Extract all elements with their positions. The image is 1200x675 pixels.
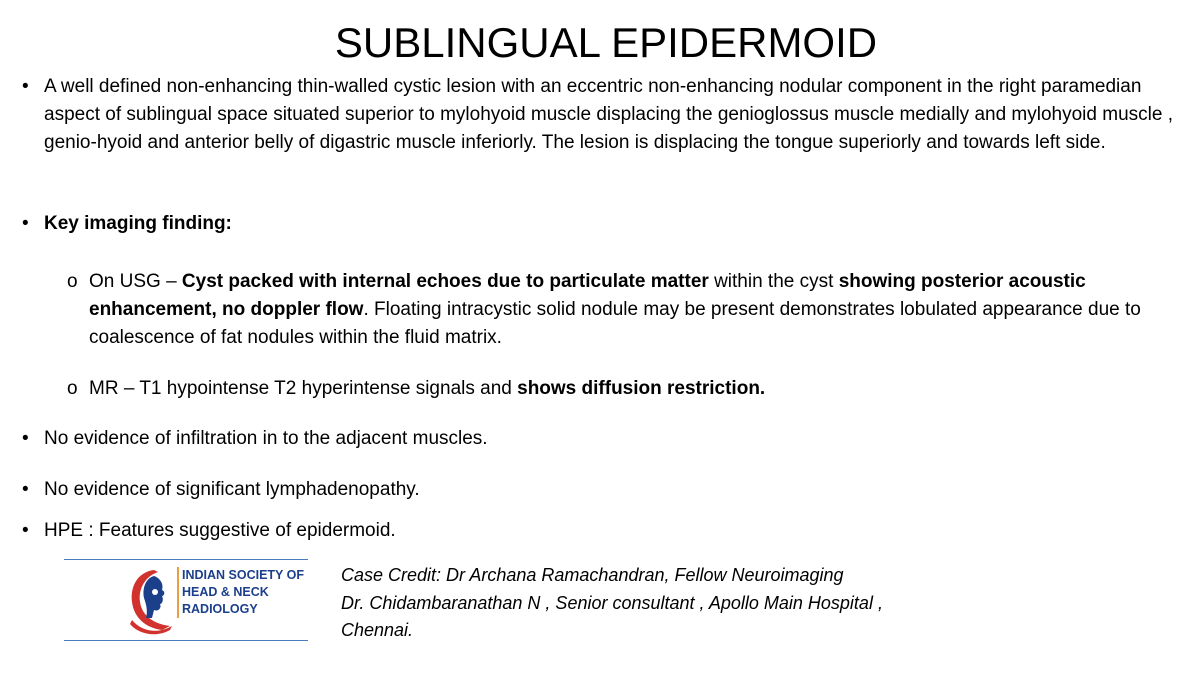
credit-line-2: Dr. Chidambaranathan N , Senior consultant , Apollo Main Hospital , [341,592,883,613]
bullet-glyph: • [22,520,29,541]
bullet-no-lymphadenopathy [22,476,1198,504]
credit-line-1: Case Credit: Dr Archana Ramachandran, Fellow Neuroimaging [341,565,844,585]
bullet-text: No evidence of significant lymphadenopathy. [44,479,420,500]
bullet-no-infiltration [22,425,1198,453]
logo-line-1: INDIAN SOCIETY OF [182,568,305,582]
logo-top-rule [64,559,308,560]
bullet-glyph: • [22,428,29,449]
bullet-text: No evidence of infiltration in to the adjacent muscles. [44,428,488,449]
bullet-text: HPE : Features suggestive of epidermoid. [44,520,396,541]
bullet-glyph: • [22,213,29,234]
slide-title: SUBLINGUAL EPIDERMOID [334,19,878,66]
logo-bottom-rule [64,640,308,641]
bullet-lesion-description [22,73,1198,157]
usg-mid: within the cyst [708,271,839,292]
bullet-text: Key imaging finding: [44,213,232,234]
sub-bullet-usg [67,268,1198,352]
case-credit [341,562,883,645]
head-profile-logo-icon [124,564,176,636]
sub-bullet-mr [67,375,1198,403]
logo-wordmark [177,567,304,618]
mr-finding-text [89,375,1198,403]
usg-prefix: On USG – [89,271,182,292]
bullet-text: A well defined non-enhancing thin-walled cystic lesion with an eccentric non-enhancing nodular component in the right paramedian aspect of sublingual space situated superior to mylohyoid muscle displacing the genioglossus muscle medially and mylohyoid muscle , genio-hyoid and anterior belly of digastric muscle inferiorly. The lesion is displacing the tongue superiorly and towards left side. [44,76,1173,153]
usg-bold-2: showing posterior acoustic enhancement, no doppler flow [89,271,1086,320]
mr-bold: shows diffusion restriction. [517,378,766,399]
usg-bold-1: Cyst packed with internal echoes due to particulate matter [181,271,709,292]
bullet-glyph: • [22,76,29,97]
society-logo [64,559,308,641]
mr-prefix: MR – T1 hypointense T2 hyperintense signals and [89,378,518,399]
logo-line-3: RADIOLOGY [182,602,258,616]
sub-bullet-glyph: o [67,378,78,399]
usg-finding-text [89,268,1198,352]
credit-line-3: Chennai. [341,620,414,640]
bullet-glyph: • [22,479,29,500]
bullet-key-imaging [22,210,1198,238]
usg-rest: . Floating intracystic solid nodule may be present demonstrates lobulated appearance due to coalescence of fat nodules within the fluid matrix. [89,299,1141,348]
sub-bullet-glyph: o [67,271,78,292]
logo-line-2: HEAD & NECK [182,585,269,599]
bullet-hpe [22,517,1198,545]
